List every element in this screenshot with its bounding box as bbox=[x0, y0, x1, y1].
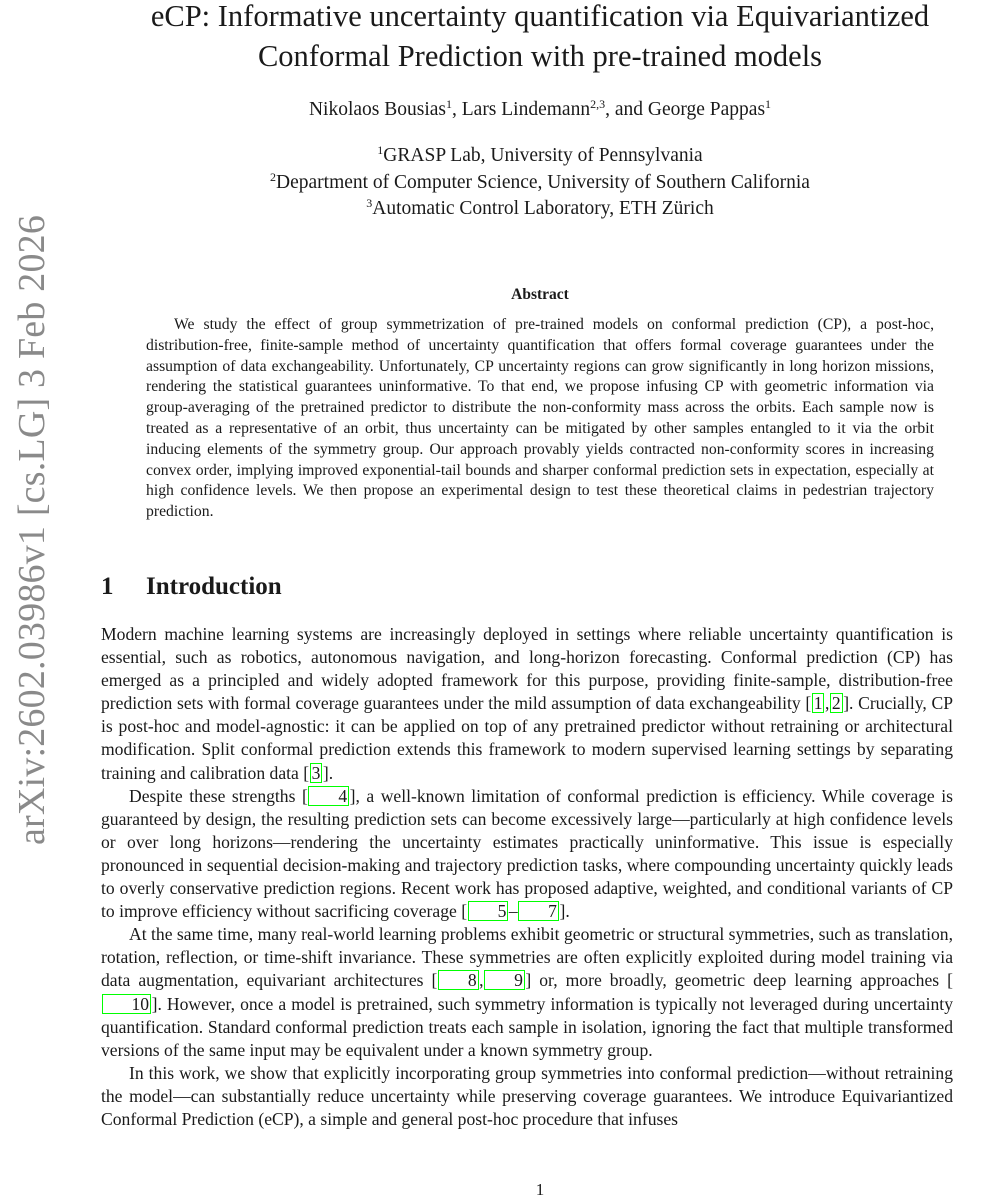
citation-range-dash: – bbox=[508, 901, 518, 922]
affiliation bbox=[100, 143, 980, 170]
paragraph-text: . Crucially, CP is post-hoc and model-agnostic: it can be applied on top of any pretrained predictor without retraining or architectural modification. Split conformal prediction extends this framework to modern supervised learning settings by separating training and calibration data bbox=[101, 693, 953, 783]
author-name: Lars Lindemann bbox=[461, 99, 591, 120]
paragraph-text: In this work, we show that explicitly incorporating group symmetries into conformal prediction—without retraining the model—can substantially reduce uncertainty while preserving coverage guarantees. We introduce Equivariantized Conformal Prediction (eCP), a simple and general post-hoc procedure that infuses bbox=[101, 1062, 953, 1129]
affiliation bbox=[100, 170, 980, 197]
citation-link[interactable]: 4 bbox=[308, 786, 349, 806]
title-line-1: eCP: Informative uncertainty quantification via Equivariantized bbox=[150, 0, 930, 33]
section-title: Introduction bbox=[146, 573, 282, 600]
citation-link[interactable]: 5 bbox=[468, 901, 509, 921]
author-list bbox=[100, 97, 980, 123]
affiliation-mark: 1 bbox=[377, 143, 384, 157]
page-number: 1 bbox=[535, 1180, 545, 1199]
affiliation bbox=[100, 196, 980, 223]
arxiv-identifier: arXiv:2602.03986v1 [cs.LG] 3 Feb 2026 bbox=[11, 214, 53, 846]
paragraph: Despite these strengths [ 4 ], a well-known limitation of conformal prediction is efficiency. While coverage is guaranteed by design, the resulting prediction sets can become excessively large—particularly at high confidence levels or over long horizons—rendering the uncertainty estimates practically uninformative. This issue is especially pronounced in sequential decision-making and trajectory prediction tasks, where compounding uncertainty quickly leads to overly conservative prediction regions. Recent work has proposed adaptive, weighted, and conditional variants of CP to improve efficiency without sacrificing coverage [ 5 – 7 ]. bbox=[101, 785, 953, 922]
author-separator: , and bbox=[605, 99, 648, 120]
paragraph: Modern machine learning systems are increasingly deployed in settings where reliable uncertainty quantification is essential, such as robotics, autonomous navigation, and long-horizon forecasting. Conformal prediction (CP) has emerged as a principled and widely adopted framework for this purpose, providing finite-sample, distribution-free prediction sets with formal coverage guarantees under the mild assumption of data exchangeability [ 1 , 2 ]. Crucially, CP is post-hoc and model-agnostic: it can be applied on top of any pretrained predictor without retraining or architectural modification. Split conformal prediction extends this framework to modern supervised learning settings by separating training and calibration data [ 3 ]. bbox=[101, 624, 953, 783]
section-heading bbox=[101, 573, 282, 601]
citation-link[interactable]: 8 bbox=[438, 970, 479, 990]
author-name: George Pappas bbox=[647, 99, 766, 120]
paragraph bbox=[101, 1062, 953, 1131]
author-affil-mark: 2,3 bbox=[590, 97, 606, 111]
citation-link[interactable]: 1 bbox=[813, 693, 823, 714]
affiliation-text: Department of Computer Science, University of Southern California bbox=[276, 171, 810, 193]
paragraph-text: . bbox=[565, 901, 570, 922]
paragraph-text: , a well-known limitation of conformal prediction is efficiency. While coverage is guaranteed by design, the resulting prediction sets can become excessively large—particularly at high confidence levels or over long horizons—rendering the uncertainty estimates practically uninformative. This issue is especially pronounced in sequential decision-making and trajectory prediction tasks, where compounding uncertainty quickly leads to overly conservative prediction regions. Recent work has proposed adaptive, weighted, and conditional variants of CP to improve efficiency without sacrificing coverage bbox=[101, 785, 953, 922]
affiliation-mark: 3 bbox=[366, 196, 373, 210]
paragraph: At the same time, many real-world learning problems exhibit geometric or structural symmetries, such as translation, rotation, reflection, or time-shift invariance. These symmetries are often explicitly exploited during model training via data augmentation, equivariant architectures [ 8 , 9 ] or, more broadly, geometric deep learning approaches [10 ]. However, once a model is pretrained, such symmetry information is typically not leveraged during uncertainty quantification. Standard conformal prediction treats each sample in isolation, ignoring the fact that multiple transformed versions of the same input may be equivalent under a known symmetry group. bbox=[101, 924, 953, 1060]
author-affil-mark: 1 bbox=[765, 97, 772, 111]
title-line-2: Conformal Prediction with pre-trained models bbox=[257, 39, 823, 73]
paper-title bbox=[100, 0, 980, 76]
paragraph-text: Modern machine learning systems are increasingly deployed in settings where reliable uncertainty quantification is essential, such as robotics, autonomous navigation, and long-horizon forecasting. Conformal prediction (CP) has emerged as a principled and widely adopted framework for this purpose, providing finite-sample, distribution-free prediction sets with formal coverage guarantees under the mild assumption of data exchangeability bbox=[101, 624, 953, 714]
author-name: Nikolaos Bousias bbox=[308, 99, 446, 120]
abstract-heading: Abstract bbox=[511, 286, 569, 303]
paragraph-text: . bbox=[328, 762, 334, 783]
affiliation-mark: 2 bbox=[270, 169, 277, 184]
paragraph-text: or, more broadly, geometric deep learning approaches bbox=[531, 970, 948, 991]
author-affil-mark: 1 bbox=[446, 97, 452, 111]
affiliation-text: Automatic Control Laboratory, ETH Zürich bbox=[372, 198, 714, 219]
citation-link[interactable]: 3 bbox=[311, 762, 321, 783]
paragraph-text: Despite these strengths bbox=[129, 785, 302, 806]
author-separator: , bbox=[452, 99, 462, 120]
paragraph-text: At the same time, many real-world learning problems exhibit geometric or structural symmetries, such as translation, rotation, reflection, or time-shift invariance. These symmetries are often explicitly exploited during model training via data augmentation, equivariant architectures bbox=[101, 924, 953, 991]
affiliation-text: GRASP Lab, University of Pennsylvania bbox=[383, 145, 703, 166]
arxiv-side-stamp bbox=[0, 0, 60, 860]
affiliation-list bbox=[100, 143, 980, 223]
citation-link[interactable]: 10 bbox=[102, 994, 152, 1014]
introduction-body bbox=[101, 623, 953, 1131]
citation-link[interactable]: 9 bbox=[484, 970, 525, 990]
citation-link[interactable]: 2 bbox=[831, 693, 841, 714]
paragraph-text: . However, once a model is pretrained, such symmetry information is typically not leveraged during uncertainty quantification. Standard conformal prediction treats each sample in isolation, ignoring the fact that multiple transformed versions of the same input may be equivalent under a known symmetry group. bbox=[101, 993, 953, 1060]
citation-link[interactable]: 7 bbox=[518, 901, 559, 921]
abstract-text: We study the effect of group symmetrization of pre-trained models on conformal prediction (CP), a post-hoc, distribution-free, finite-sample method of uncertainty quantification that offers formal coverage guarantees under the assumption of data exchangeability. Unfortunately, CP uncertainty regions can grow significantly in long horizon missions, rendering the statistical guarantees uninformative. To that end, we propose infusing CP with geometric information via group-averaging of the pretrained predictor to distribute the non-conformity mass across the orbits. Each sample now is treated as a representative of an orbit, thus uncertainty can be mitigated by other samples entangled to it via the orbit inducing elements of the symmetry group. Our approach provably yields contracted non-conformity scores in increasing convex order, implying improved exponential-tail bounds and sharper conformal prediction sets in expectation, especially at high confidence levels. We then propose an experimental design to test these theoretical claims in pedestrian trajectory prediction. bbox=[146, 316, 934, 521]
section-number: 1 bbox=[101, 573, 114, 600]
